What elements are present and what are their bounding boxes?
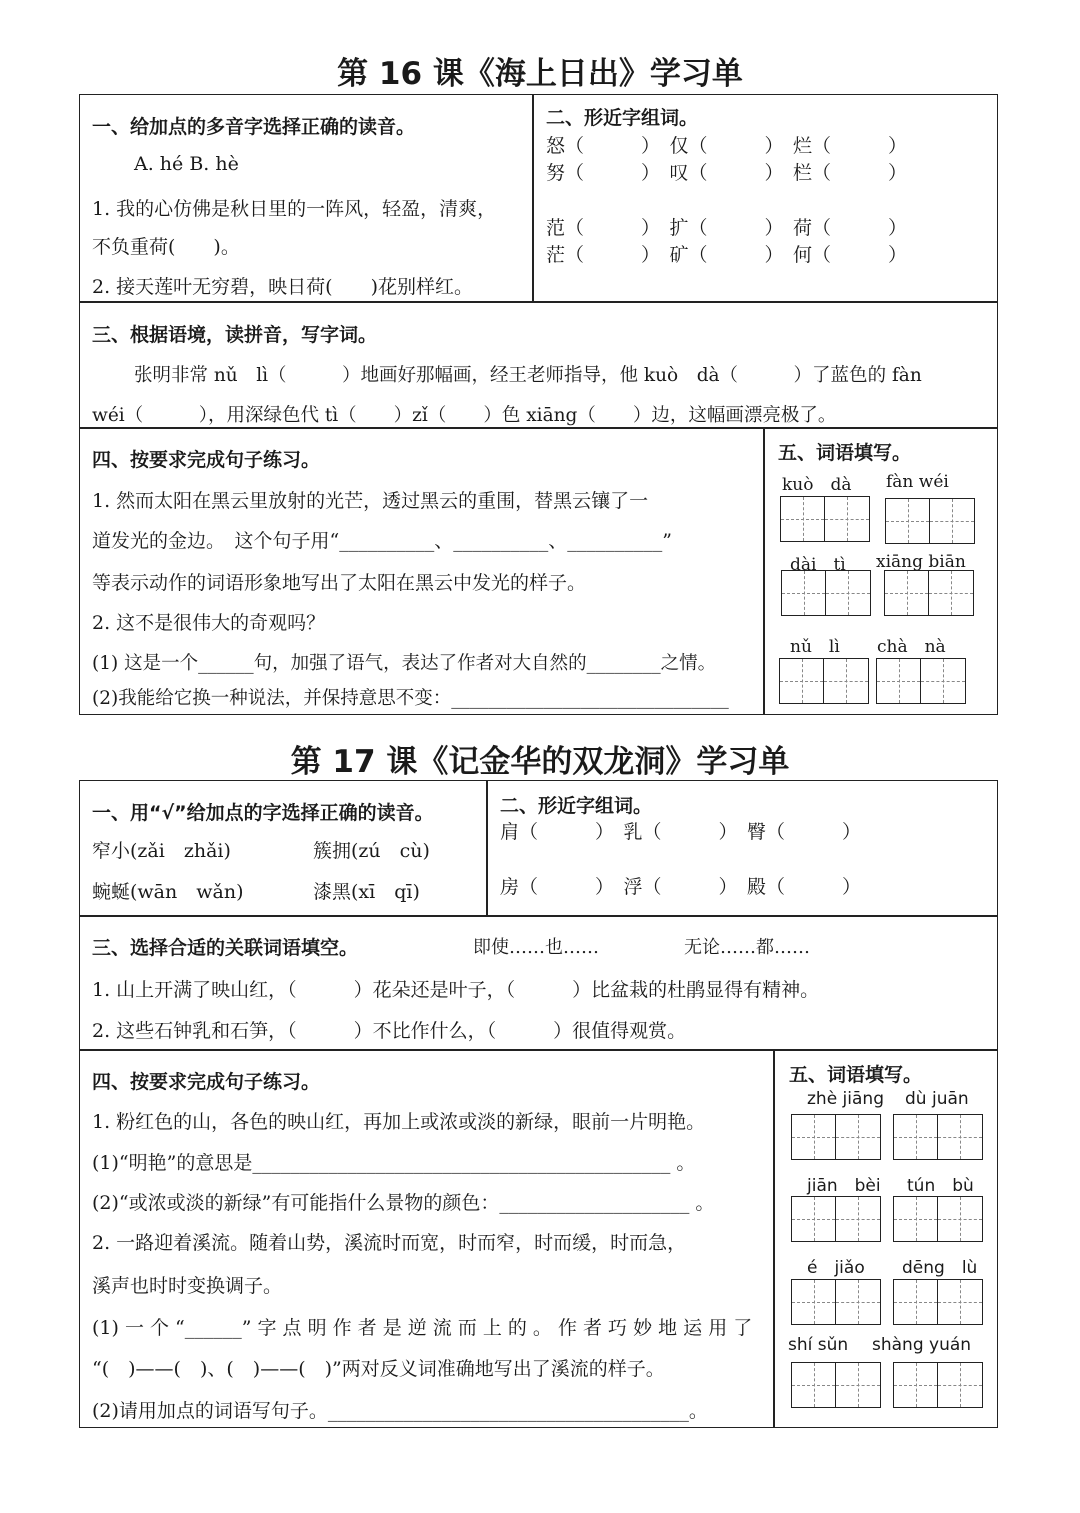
l16-s4-q2b: (2)我能给它换一种说法，并保持意思不变：______________________________ <box>92 688 729 709</box>
l17-s1-row1b: 簇拥(zú cù) <box>313 840 430 862</box>
l17-s2-heading: 二、形近字组词。 <box>500 795 653 817</box>
l17-s4-q2a: 2. 一路迎着溪流。随着山势，溪流时而宽，时而窄，时而缓，时而急， <box>92 1232 687 1254</box>
l16-s1-q2: 2. 接天莲叶无穷碧，映日荷( )花别样红。 <box>92 276 473 298</box>
l17-word-label: tún bù <box>907 1176 974 1196</box>
l16-s2-row1: 怒（ ） 仅（ ） 烂（ ） <box>546 135 908 157</box>
l17-s4-q2b: 溪声也时时变换调子。 <box>92 1275 283 1297</box>
l16-s4-q1c: 等表示动作的词语形象地写出了太阳在黑云中发光的样子。 <box>92 572 587 594</box>
l17-s4-q1: 1. 粉红色的山，各色的映山红，再加上或浓或淡的新绿，眼前一片明艳。 <box>92 1111 706 1133</box>
l16-s3-heading: 三、根据语境，读拼音，写字词。 <box>92 324 378 346</box>
l16-s2-row3: 范（ ） 扩（ ） 荷（ ） <box>546 217 908 239</box>
l17-s4-heading: 四、按要求完成句子练习。 <box>92 1071 321 1093</box>
l16-s2-heading: 二、形近字组词。 <box>546 107 699 129</box>
l17-s3-q1: 1. 山上开满了映山红，（ ）花朵还是叶子，（ ）比盆栽的杜鹃显得有精神。 <box>92 979 820 1001</box>
l17-s3-opt2: 无论……都…… <box>684 937 810 958</box>
l17-word-label: zhè jiāng <box>807 1089 884 1109</box>
l17-word-grid[interactable] <box>791 1362 881 1408</box>
l16-word-grid[interactable] <box>779 658 869 704</box>
l17-s4-q1a: (1)“明艳”的意思是____________________________________________ 。 <box>92 1152 696 1174</box>
l17-word-label: é jiǎo <box>807 1258 865 1278</box>
l17-word-label: dù juān <box>905 1089 969 1109</box>
l16-word-grid[interactable] <box>876 658 966 704</box>
l17-word-grid[interactable] <box>893 1279 983 1325</box>
l17-word-grid[interactable] <box>791 1196 881 1242</box>
l16-s1-options: A. hé B. hè <box>134 153 239 175</box>
l17-s3-heading: 三、选择合适的关联词语填空。 <box>92 937 359 959</box>
l17-word-label: shí sǔn <box>788 1335 849 1355</box>
l17-s1-row1a: 窄小(zǎi zhǎi) <box>92 840 231 862</box>
l17-word-label: shàng yuán <box>872 1335 972 1355</box>
l17-s4-q2c: (1) 一 个 “______” 字 点 明 作 者 是 逆 流 而 上 的 。 作 者 巧 妙 地 运 用 了 <box>92 1317 753 1339</box>
l16-s1-q1b: 不负重荷( )。 <box>92 236 240 258</box>
l17-s1-heading: 一、用“√”给加点的字选择正确的读音。 <box>92 802 434 824</box>
l16-s4-q1b: 道发光的金边。 这个句子用“__________、__________、__________” <box>92 530 672 552</box>
l16-word-grid[interactable] <box>885 498 975 544</box>
l17-word-grid[interactable] <box>893 1114 983 1160</box>
l16-s4-q2a: (1) 这是一个______句，加强了语气，表达了作者对大自然的________之情。 <box>92 653 717 674</box>
l16-word-label: kuò dà <box>782 475 852 495</box>
l16-word-grid[interactable] <box>781 570 871 616</box>
l16-s2-row4: 茫（ ） 矿（ ） 何（ ） <box>546 244 908 266</box>
l16-word-label: xiāng biān <box>876 552 966 572</box>
l16-word-label: nǔ lì <box>790 637 840 657</box>
l16-s3-line2: wéi（ ），用深绿色代 tì（ ）zǐ（ ）色 xiāng（ ）边，这幅画漂亮极了。 <box>92 405 837 426</box>
l17-s2-row2: 房（ ） 浮（ ） 殿（ ） <box>500 876 862 898</box>
l17-word-grid[interactable] <box>893 1362 983 1408</box>
l16-word-label: fàn wéi <box>886 472 949 492</box>
l17-s4-q2d: “( )——( )、( )——( )”两对反义词准确地写出了溪流的样子。 <box>92 1358 665 1380</box>
l16-s1-q1a: 1. 我的心仿佛是秋日里的一阵风，轻盈，清爽， <box>92 198 497 220</box>
l17-s4-q1b: (2)“或浓或淡的新绿”有可能指什么景物的颜色：____________________ 。 <box>92 1192 715 1214</box>
l17-s5-heading: 五、词语填写。 <box>789 1064 923 1086</box>
lesson16-title: 第 16 课《海上日出》学习单 <box>337 56 743 92</box>
l17-s2-row1: 肩（ ） 乳（ ） 臀（ ） <box>500 821 862 843</box>
l16-word-label: dài tì <box>790 555 846 575</box>
l16-s4-heading: 四、按要求完成句子练习。 <box>92 449 321 471</box>
l17-s1-row2b: 漆黑(xī qī) <box>313 881 420 903</box>
l16-word-grid[interactable] <box>780 496 870 542</box>
l16-s3-line1: 张明非常 nǔ lì（ ）地画好那幅画，经王老师指导，他 kuò dà（ ）了蓝色的 fàn <box>134 365 922 386</box>
l17-s4-q2e: (2)请用加点的词语写句子。______________________________________。 <box>92 1400 708 1422</box>
l16-word-grid[interactable] <box>884 570 974 616</box>
l17-word-label: dēng lù <box>902 1258 978 1278</box>
l17-word-grid[interactable] <box>791 1279 881 1325</box>
l17-s3-opt1: 即使……也…… <box>473 937 599 958</box>
l17-s3-q2: 2. 这些石钟乳和石笋，（ ）不比作什么，（ ）很值得观赏。 <box>92 1020 687 1042</box>
l16-s2-row2: 努（ ） 叹（ ） 栏（ ） <box>546 162 908 184</box>
lesson17-title: 第 17 课《记金华的双龙洞》学习单 <box>290 744 790 780</box>
l16-s4-q2: 2. 这不是很伟大的奇观吗？ <box>92 612 326 634</box>
l16-word-label: chà nà <box>877 637 946 657</box>
l16-s5-heading: 五、词语填写。 <box>778 442 912 464</box>
l17-word-grid[interactable] <box>893 1196 983 1242</box>
l17-word-grid[interactable] <box>791 1114 881 1160</box>
l17-s1-row2a: 蜿蜒(wān wǎn) <box>92 881 244 903</box>
l16-s4-q1a: 1. 然而太阳在黑云里放射的光芒，透过黑云的重围，替黑云镶了一 <box>92 490 649 512</box>
l16-s1-heading: 一、给加点的多音字选择正确的读音。 <box>92 116 416 138</box>
l17-word-label: jiān bèi <box>807 1176 881 1196</box>
